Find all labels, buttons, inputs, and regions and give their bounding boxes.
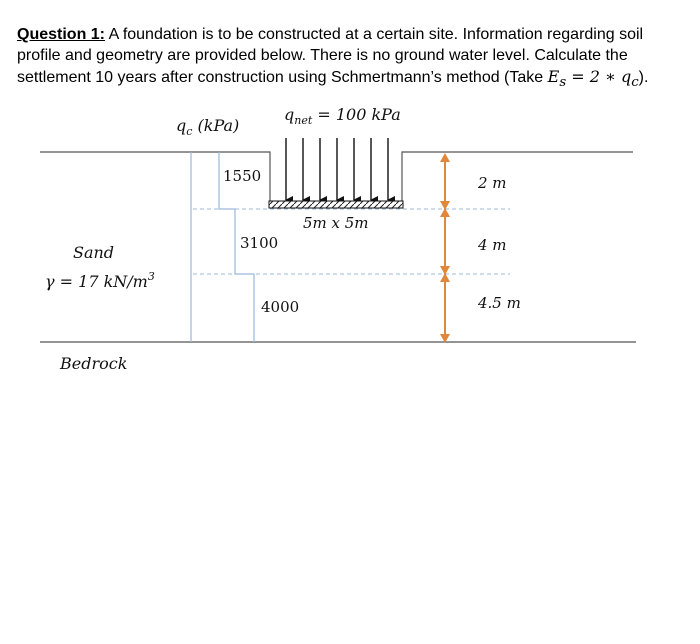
unit-weight-label: γ = 17 $kN/m^3$ bbox=[45, 270, 155, 291]
formula-e: E bbox=[547, 67, 560, 86]
formula-rest-sub: c bbox=[631, 75, 639, 91]
soil-label: Sand bbox=[73, 243, 115, 262]
thickness-layer-2: 4 m bbox=[478, 236, 507, 254]
footing-size-label: 5m x 5m bbox=[303, 214, 369, 232]
qnet-label: $q_{net} = 100$ kPa bbox=[284, 105, 401, 127]
bedrock-label: Bedrock bbox=[60, 354, 128, 373]
qc-label: $q_c$ (kPa) bbox=[176, 116, 240, 138]
qc-value-layer-2: 3100 bbox=[240, 234, 279, 252]
qc-value-layer-3: 4000 bbox=[261, 298, 300, 316]
qc-value-layer-1: 1550 bbox=[223, 167, 262, 185]
load-arrows bbox=[286, 138, 388, 200]
thickness-layer-1: 2 m bbox=[478, 174, 507, 192]
question-label: Question 1: bbox=[17, 26, 106, 43]
formula-e-sub: s bbox=[559, 75, 567, 91]
footing bbox=[269, 201, 403, 208]
formula-rest: = 2 ∗ q bbox=[566, 67, 632, 86]
thickness-dimension-arrows bbox=[440, 153, 450, 343]
thickness-layer-3: 4.5 m bbox=[478, 294, 521, 312]
formula-end: ). bbox=[638, 69, 649, 86]
question-body: A foundation is to be constructed at a certain site. Information regarding soil profile and geometry are provided below. There is no ground water level. Calculate the settlement 10 years after construction using Schmertmann’s method (Take bbox=[17, 26, 644, 86]
